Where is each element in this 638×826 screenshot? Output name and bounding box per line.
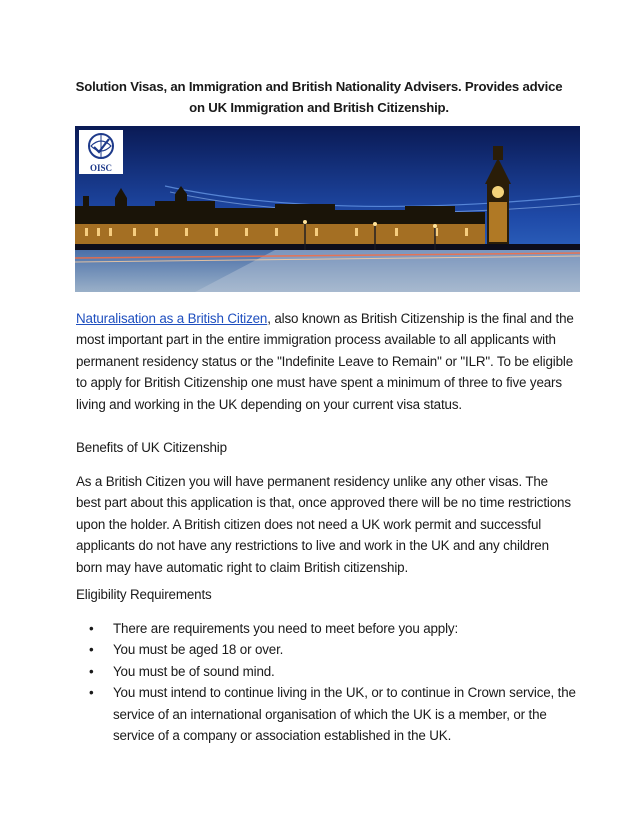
title-line-2: on UK Immigration and British Citizenship.: [189, 100, 449, 115]
eligibility-heading: Eligibility Requirements: [76, 587, 212, 602]
hero-image: [75, 126, 580, 292]
oisc-logo: [79, 130, 123, 174]
intro-text: , also known as British Citizenship is the final and the most important part in the entire immigration process available to all applicants with permanent residency status or the "Indefinite Leave to Remain" or "ILR". To be eligible to apply for British Citizenship one must have spent a minimum of three to five years living and working in the UK depending on your current visa status.: [76, 311, 574, 412]
bullet-icon: •: [89, 621, 94, 636]
oisc-logo-text: OISC: [89, 163, 113, 173]
bullet-icon: •: [89, 685, 94, 701]
naturalisation-link[interactable]: Naturalisation as a British Citizen: [76, 311, 268, 326]
page-title: [60, 76, 578, 118]
bullet-icon: •: [89, 642, 94, 658]
list-item: • You must be of sound mind.: [76, 661, 576, 682]
requirements-list: [76, 618, 576, 746]
list-item: • You must be aged 18 or over.: [76, 639, 576, 660]
benefits-heading: Benefits of UK Citizenship: [76, 440, 227, 455]
title-line-1: Solution Visas, an Immigration and British Nationality Advisers. Provides advice: [75, 79, 563, 94]
list-item: • There are requirements you need to meet before you apply:: [76, 618, 576, 639]
intro-paragraph: [76, 308, 576, 415]
london-night-photo: [75, 126, 580, 292]
list-item: • You must intend to continue living in the UK, or to continue in Crown service, the service of an international organisation of which the UK is a member, or the service of a company or association established in the UK.: [76, 682, 576, 746]
benefits-paragraph: As a British Citizen you will have permanent residency unlike any other visas. The best part about this application is that, once approved there will be no time restrictions upon the holder. A British citizen does not need a UK work permit and successful applicants do not have any restrictions to live and work in the UK and any children born may have automatic right to claim British citizenship.: [76, 474, 571, 575]
bullet-icon: •: [89, 663, 94, 679]
